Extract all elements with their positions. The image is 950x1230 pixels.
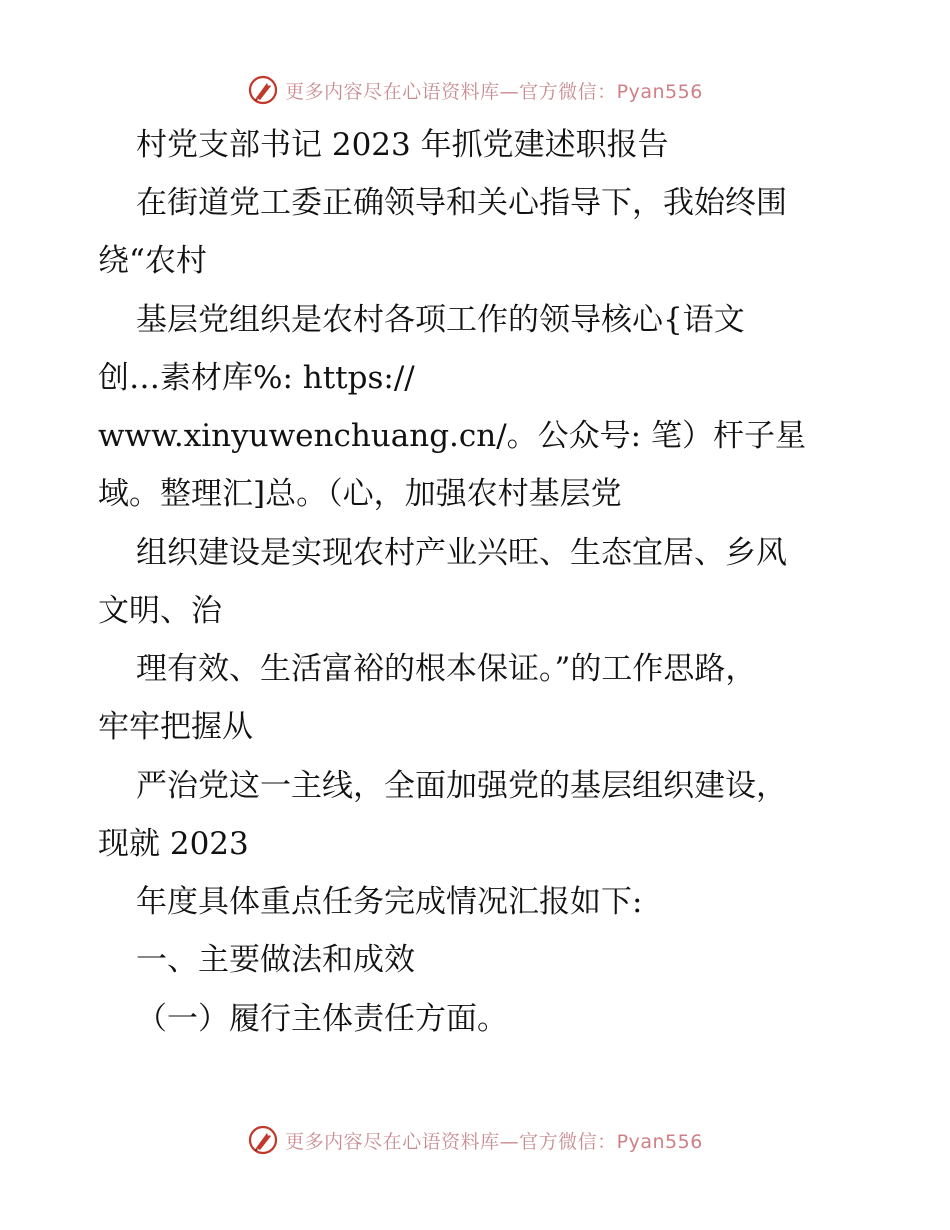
paragraph-line: 绕“农村 <box>98 243 207 279</box>
watermark-header <box>0 70 950 110</box>
section-heading: 一、主要做法和成效 <box>136 942 415 978</box>
watermark-text: 更多内容尽在心语资料库—官方微信： <box>285 1130 617 1153</box>
watermark-text: 更多内容尽在心语资料库—官方微信： <box>285 80 617 103</box>
watermark-wechat-id: Pyan556 <box>616 80 703 103</box>
paragraph-line: 域。整理汇]总。（心，加强农村基层党 <box>98 476 622 512</box>
paragraph-line: 严治党这一主线，全面加强党的基层组织建设， <box>136 768 787 804</box>
pen-logo-icon <box>247 1124 279 1156</box>
paragraph-line: 现就 2023 <box>98 826 249 862</box>
watermark-wechat-id: Pyan556 <box>616 1130 703 1153</box>
paragraph-line: 年度具体重点任务完成情况汇报如下: <box>136 884 643 920</box>
subsection-heading: （一）履行主体责任方面。 <box>136 1001 508 1037</box>
pen-logo-icon <box>247 74 279 106</box>
watermark-footer <box>0 1120 950 1160</box>
paragraph-line: 牢牢把握从 <box>98 709 253 745</box>
paragraph-line: 在街道党工委正确领导和关心指导下，我始终围 <box>136 185 787 221</box>
document-title: 村党支部书记 2023 年抓党建述职报告 <box>136 127 669 163</box>
paragraph-line: 创…素材库%: https:// <box>98 360 415 396</box>
paragraph-line: 组织建设是实现农村产业兴旺、生态宜居、乡风 <box>136 535 787 571</box>
paragraph-line: 基层党组织是农村各项工作的领导核心{语文 <box>136 302 745 338</box>
paragraph-line: 理有效、生活富裕的根本保证。”的工作思路， <box>136 651 757 687</box>
paragraph-line: 文明、治 <box>98 593 222 629</box>
paragraph-line: www.xinyuwenchuang.cn/。公众号: 笔）杆子星 <box>98 418 806 454</box>
